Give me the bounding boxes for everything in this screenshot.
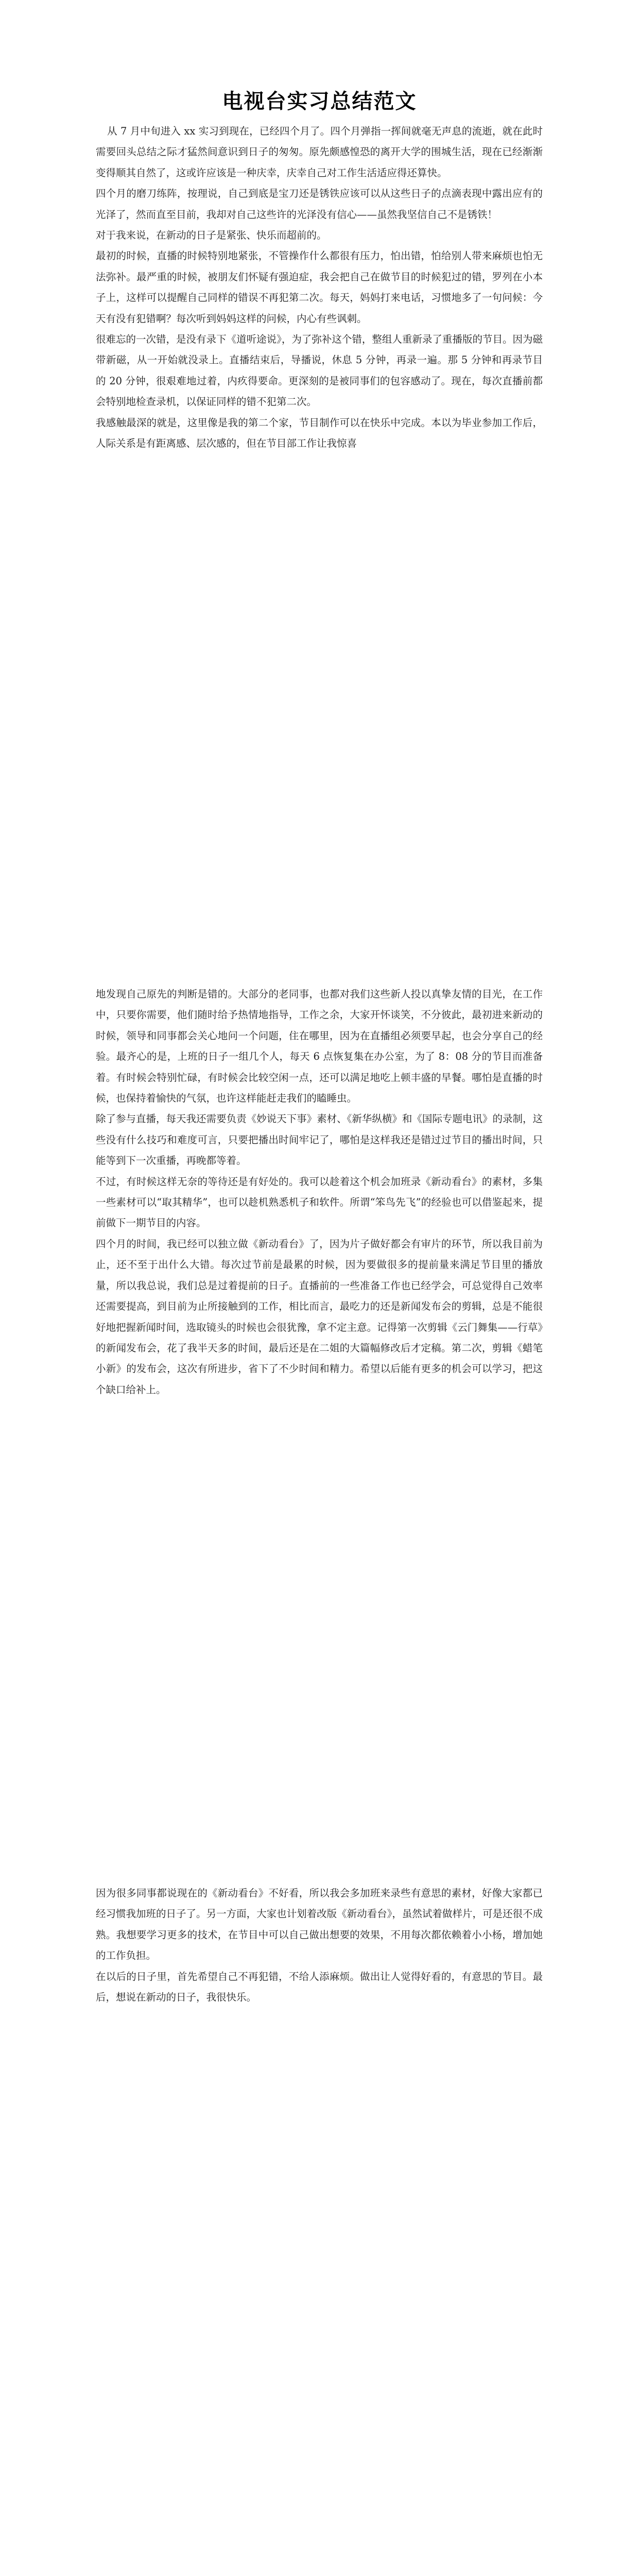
paragraph-self-assessment: 四个月的磨刀练阵，按理说，自己到底是宝刀还是锈铁应该可以从这些日子的点滴表现中露出应有的光泽了，然而直至目前，我却对自己这些许的光泽没有信心——虽然我坚信自己不是锈铁！: [96, 188, 543, 221]
paragraph-colleagues: 地发现自己原先的判断是错的。大部分的老同事，也都对我们这些新人投以真挚友情的目光，在工作中，只要你需要，他们随时给予热情地指导，工作之余，大家开怀谈笑，不分彼此，最初进来新动的时候，领导和同事都会关心地问一个问题，住在哪里，因为在直播组必须要早起，也会分享自己的经验。最齐心的是，上班的日子一组几个人，每天 6 点恢复集在办公室，为了 8：08 分的节目而准备着。有时候会特别忙碌，有时候会比较空闲一点，还可以满足地吃上顿丰盛的早餐。哪怕是直播的时候，也保持着愉快的气氛，也许这样能赶走我们的瞌睡虫。: [96, 988, 543, 1105]
paragraph-daily-tasks: 除了参与直播，每天我还需要负责《妙说天下事》素材、《新华纵横》和《国际专题电讯》的录制，这些没有什么技巧和难度可言，只要把播出时间牢记了，哪怕是这样我还是错过过节目的播出时间，只能等到下一次重播，再晚都等着。: [96, 1113, 543, 1167]
paragraph-four-months-progress: 四个月的时间，我已经可以独立做《新动看台》了，因为片子做好都会有审片的环节，所以我目前为止，还不至于出什么大错。每次过节前是最累的时候，因为要做很多的提前量来满足节目里的播放量，所以我总说，我们总是过着提前的日子。直播前的一些准备工作也已经学会，可总觉得自己效率还需要提高，到目前为止所接触到的工作，相比而言，最吃力的还是新闻发布会的剪辑，总是不能很好地把握新闻时间，选取镜头的时候也会很犹豫，拿不定主意。记得第一次剪辑《云门舞集——行草》的新闻发布会，花了我半天多的时间，最后还是在二姐的大篇幅修改后才定稿。第二次，剪辑《蜡笔小新》的发布会，这次有所进步，省下了不少时间和精力。希望以后能有更多的机会可以学习，把这个缺口给补上。: [96, 1238, 543, 1396]
paragraph-waiting-benefits: 不过，有时候这样无奈的等待还是有好处的。我可以趁着这个机会加班录《新动看台》的素材，多集一些素材可以“取其精华”，也可以趁机熟悉机子和软件。所谓“笨鸟先飞”的经验也可以借鉴起来，提前做下一期节目的内容。: [96, 1175, 543, 1229]
text-block-page-3: [96, 1883, 543, 2008]
text-block-page-1: [96, 121, 543, 454]
paragraph-early-nervousness: 最初的时候，直播的时候特别地紧张，不管操作什么都很有压力，怕出错，怕给别人带来麻烦也怕无法弥补。最严重的时候，被朋友们怀疑有强迫症，我会把自己在做节目的时候犯过的错，罗列在小本子上，这样可以提醒自己同样的错误不再犯第二次。每天，妈妈打来电话，习惯地多了一句问候：今天有没有犯错啊？每次听到妈妈这样的问候，内心有些讽刺。: [96, 250, 543, 325]
paragraph-future-plans: 因为很多同事都说现在的《新动看台》不好看，所以我会多加班来录些有意思的素材，好像大家都已经习惯我加班的日子了。另一方面，大家也计划着改版《新动看台》，虽然试着做样片，可是还很不成熟。我想要学习更多的技术，在节目中可以自己做出想要的效果，不用每次都依赖着小小杨，增加她的工作负担。: [96, 1887, 543, 1962]
document-title: 电视台实习总结范文: [222, 89, 417, 113]
paragraph-intro: 从 7 月中旬进入 xx 实习到现在，已经四个月了。四个月弹指一挥间就毫无声息的流逝，就在此时需要回头总结之际才猛然间意识到日子的匆匆。原先颇感惶恐的离开大学的围城生活，现在已经渐渐变得顺其自然了，这或许应该是一种庆幸，庆幸自己对工作生活适应得还算快。: [96, 125, 543, 179]
paragraph-summary-line: 对于我来说，在新动的日子是紧张、快乐而超前的。: [96, 229, 327, 242]
paragraph-second-home: 我感触最深的就是，这里像是我的第二个家，节目制作可以在快乐中完成。本以为毕业参加工作后，人际关系是有距离感、层次感的，但在节目部工作让我惊喜: [96, 416, 543, 450]
text-block-page-2: [96, 984, 543, 1400]
paragraph-memorable-mistake: 很难忘的一次错，是没有录下《道听途说》，为了弥补这个错，整组人重新录了重播版的节目。因为磁带新磁，从一开始就没录上。直播结束后，导播说，休息 5 分钟，再录一遍。那 5 分钟和再录节目的 20 分钟，很艰难地过着，内疚得要命。更深刻的是被同事们的包容感动了。现在，每次直播前都会特别地检查录机，以保证同样的错不犯第二次。: [96, 333, 543, 408]
paragraph-closing: 在以后的日子里，首先希望自己不再犯错，不给人添麻烦。做出让人觉得好看的，有意思的节目。最后，想说在新动的日子，我很快乐。: [96, 1970, 543, 2004]
